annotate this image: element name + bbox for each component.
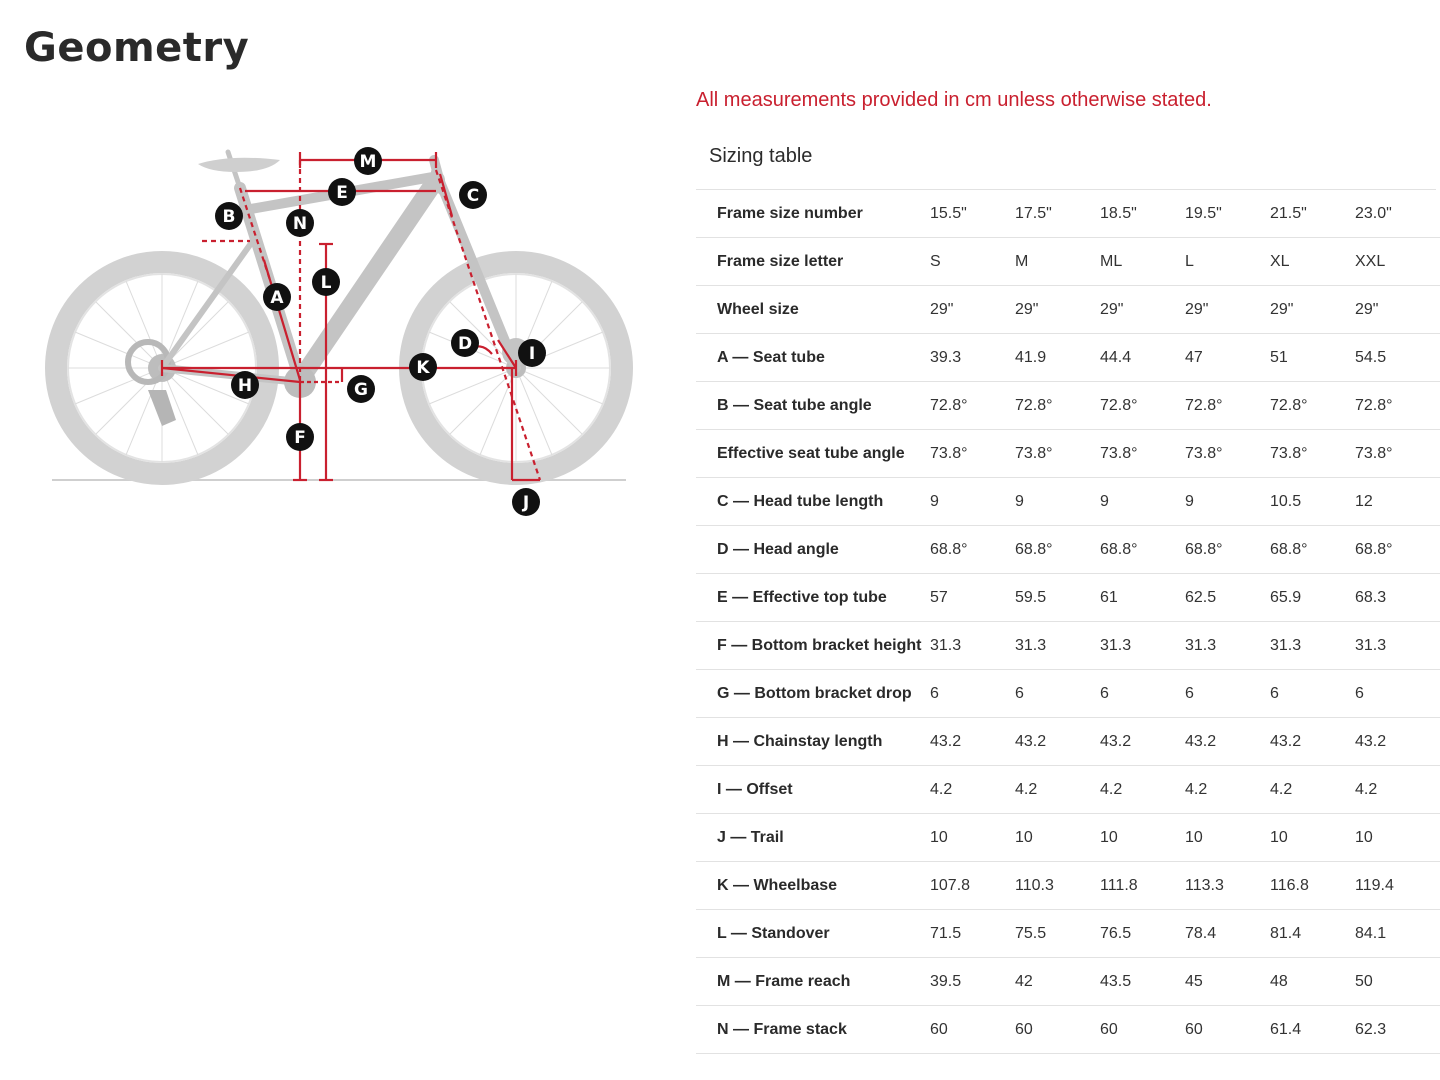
row-label: A — Seat tube bbox=[696, 334, 930, 382]
table-row bbox=[696, 430, 1440, 478]
badge-j bbox=[512, 488, 540, 516]
table-row bbox=[696, 1006, 1440, 1054]
row-value: 111.8 bbox=[1100, 862, 1185, 910]
badge-n bbox=[286, 209, 314, 237]
badge-f bbox=[286, 423, 314, 451]
row-value: 65.9 bbox=[1270, 574, 1355, 622]
row-value: 43.2 bbox=[1270, 718, 1355, 766]
row-value: 29" bbox=[930, 286, 1015, 334]
row-value: 29" bbox=[1270, 286, 1355, 334]
row-value: 72.8° bbox=[930, 382, 1015, 430]
badge-l-text: L bbox=[320, 273, 332, 293]
row-label: Wheel size bbox=[696, 286, 930, 334]
row-value: 43.2 bbox=[930, 718, 1015, 766]
row-value: 43.2 bbox=[1100, 718, 1185, 766]
row-label: Frame size number bbox=[696, 190, 930, 238]
row-value: 6 bbox=[1015, 670, 1100, 718]
row-value: 19.5" bbox=[1185, 190, 1270, 238]
row-value: 72.8° bbox=[1015, 382, 1100, 430]
row-value: 15.5" bbox=[930, 190, 1015, 238]
row-value: 4.2 bbox=[1270, 766, 1355, 814]
row-value: 72.8° bbox=[1270, 382, 1355, 430]
table-row bbox=[696, 238, 1440, 286]
row-value: 45 bbox=[1185, 958, 1270, 1006]
row-value: 43.2 bbox=[1355, 718, 1440, 766]
row-label: Frame size letter bbox=[696, 238, 930, 286]
table-row bbox=[696, 574, 1440, 622]
table-row bbox=[696, 190, 1440, 238]
row-value: 110.3 bbox=[1015, 862, 1100, 910]
badge-m-text: M bbox=[359, 152, 377, 172]
row-value: 31.3 bbox=[930, 622, 1015, 670]
row-value: 43.2 bbox=[1015, 718, 1100, 766]
table-row bbox=[696, 382, 1440, 430]
row-value: 9 bbox=[930, 478, 1015, 526]
row-label: H — Chainstay length bbox=[696, 718, 930, 766]
row-label: Effective seat tube angle bbox=[696, 430, 930, 478]
row-value: 57 bbox=[930, 574, 1015, 622]
row-value: 9 bbox=[1185, 478, 1270, 526]
row-value: 10 bbox=[930, 814, 1015, 862]
row-value: 54.5 bbox=[1355, 334, 1440, 382]
sizing-table-section bbox=[696, 136, 1436, 1054]
row-value: 4.2 bbox=[1100, 766, 1185, 814]
table-row bbox=[696, 862, 1440, 910]
row-value: 113.3 bbox=[1185, 862, 1270, 910]
row-value: 31.3 bbox=[1185, 622, 1270, 670]
table-row bbox=[696, 718, 1440, 766]
row-value: 10 bbox=[1185, 814, 1270, 862]
row-label: L — Standover bbox=[696, 910, 930, 958]
badge-i bbox=[518, 339, 546, 367]
badge-h-text: H bbox=[237, 376, 253, 396]
row-value: 60 bbox=[1100, 1006, 1185, 1054]
badge-m bbox=[354, 147, 382, 175]
row-label: F — Bottom bracket height bbox=[696, 622, 930, 670]
row-value: ML bbox=[1100, 238, 1185, 286]
badge-f-text: F bbox=[294, 428, 306, 448]
row-value: 116.8 bbox=[1270, 862, 1355, 910]
bike-geometry-diagram bbox=[40, 140, 640, 520]
row-value: 78.4 bbox=[1185, 910, 1270, 958]
row-value: 29" bbox=[1185, 286, 1270, 334]
row-value: 60 bbox=[930, 1006, 1015, 1054]
row-value: 72.8° bbox=[1355, 382, 1440, 430]
measurement-units-note: All measurements provided in cm unless otherwise stated. bbox=[696, 89, 1212, 111]
row-value: 17.5" bbox=[1015, 190, 1100, 238]
badge-i-text: I bbox=[528, 344, 536, 364]
row-value: S bbox=[930, 238, 1015, 286]
row-value: 41.9 bbox=[1015, 334, 1100, 382]
row-value: 81.4 bbox=[1270, 910, 1355, 958]
row-value: 12 bbox=[1355, 478, 1440, 526]
row-value: 76.5 bbox=[1100, 910, 1185, 958]
saddle bbox=[198, 158, 280, 172]
page-title: Geometry bbox=[24, 25, 250, 71]
badge-c bbox=[459, 181, 487, 209]
row-label: J — Trail bbox=[696, 814, 930, 862]
row-value: 60 bbox=[1015, 1006, 1100, 1054]
row-value: 4.2 bbox=[1185, 766, 1270, 814]
sizing-table-caption: Sizing table bbox=[696, 136, 1436, 190]
badge-b-text: B bbox=[222, 207, 236, 227]
row-value: 10.5 bbox=[1270, 478, 1355, 526]
row-value: 50 bbox=[1355, 958, 1440, 1006]
rear-derailleur bbox=[148, 390, 176, 426]
row-label: D — Head angle bbox=[696, 526, 930, 574]
badge-e-text: E bbox=[336, 183, 348, 203]
badge-j-text: J bbox=[522, 493, 530, 513]
row-value: 51 bbox=[1270, 334, 1355, 382]
badge-a-text: A bbox=[270, 288, 284, 308]
table-row bbox=[696, 766, 1440, 814]
row-label: N — Frame stack bbox=[696, 1006, 930, 1054]
row-value: 60 bbox=[1185, 1006, 1270, 1054]
row-value: 73.8° bbox=[1270, 430, 1355, 478]
badge-a bbox=[263, 283, 291, 311]
badge-h bbox=[231, 371, 259, 399]
row-value: 23.0" bbox=[1355, 190, 1440, 238]
badge-l bbox=[312, 268, 340, 296]
badge-g-text: G bbox=[354, 380, 368, 400]
row-label: G — Bottom bracket drop bbox=[696, 670, 930, 718]
row-value: 59.5 bbox=[1015, 574, 1100, 622]
row-value: 39.3 bbox=[930, 334, 1015, 382]
row-value: L bbox=[1185, 238, 1270, 286]
table-row bbox=[696, 814, 1440, 862]
row-value: 61 bbox=[1100, 574, 1185, 622]
table-row bbox=[696, 286, 1440, 334]
row-value: 4.2 bbox=[1355, 766, 1440, 814]
row-value: XL bbox=[1270, 238, 1355, 286]
row-value: 62.3 bbox=[1355, 1006, 1440, 1054]
row-value: 4.2 bbox=[1015, 766, 1100, 814]
badge-k bbox=[409, 353, 437, 381]
badge-b bbox=[215, 202, 243, 230]
row-value: 29" bbox=[1015, 286, 1100, 334]
row-label: C — Head tube length bbox=[696, 478, 930, 526]
row-value: 39.5 bbox=[930, 958, 1015, 1006]
row-value: 75.5 bbox=[1015, 910, 1100, 958]
row-value: 68.8° bbox=[1100, 526, 1185, 574]
row-value: 47 bbox=[1185, 334, 1270, 382]
row-value: 73.8° bbox=[1355, 430, 1440, 478]
row-value: 10 bbox=[1270, 814, 1355, 862]
row-value: 43.2 bbox=[1185, 718, 1270, 766]
row-value: 21.5" bbox=[1270, 190, 1355, 238]
row-value: 107.8 bbox=[930, 862, 1015, 910]
row-value: 43.5 bbox=[1100, 958, 1185, 1006]
table-row bbox=[696, 478, 1440, 526]
badge-g bbox=[347, 375, 375, 403]
row-value: 68.8° bbox=[930, 526, 1015, 574]
sizing-table bbox=[696, 190, 1440, 1054]
row-value: 119.4 bbox=[1355, 862, 1440, 910]
row-value: 10 bbox=[1015, 814, 1100, 862]
row-value: 68.8° bbox=[1015, 526, 1100, 574]
row-value: 42 bbox=[1015, 958, 1100, 1006]
row-value: 73.8° bbox=[1015, 430, 1100, 478]
row-value: 72.8° bbox=[1100, 382, 1185, 430]
row-value: 68.3 bbox=[1355, 574, 1440, 622]
row-value: 10 bbox=[1355, 814, 1440, 862]
badge-d-text: D bbox=[457, 334, 473, 354]
badge-k-text: K bbox=[416, 358, 430, 378]
badge-n-text: N bbox=[292, 214, 308, 234]
table-row bbox=[696, 622, 1440, 670]
row-value: 18.5" bbox=[1100, 190, 1185, 238]
table-row bbox=[696, 526, 1440, 574]
row-label: B — Seat tube angle bbox=[696, 382, 930, 430]
row-value: 4.2 bbox=[930, 766, 1015, 814]
table-row bbox=[696, 334, 1440, 382]
row-value: 6 bbox=[1270, 670, 1355, 718]
row-value: 73.8° bbox=[1185, 430, 1270, 478]
row-value: 6 bbox=[1355, 670, 1440, 718]
row-value: XXL bbox=[1355, 238, 1440, 286]
row-value: 48 bbox=[1270, 958, 1355, 1006]
sizing-table-body bbox=[696, 190, 1440, 1054]
row-value: 72.8° bbox=[1185, 382, 1270, 430]
badge-d bbox=[451, 329, 479, 357]
badge-c-text: C bbox=[466, 186, 480, 206]
row-value: 6 bbox=[1100, 670, 1185, 718]
row-value: M bbox=[1015, 238, 1100, 286]
row-value: 68.8° bbox=[1270, 526, 1355, 574]
row-value: 9 bbox=[1015, 478, 1100, 526]
table-row bbox=[696, 910, 1440, 958]
row-value: 29" bbox=[1100, 286, 1185, 334]
row-value: 6 bbox=[1185, 670, 1270, 718]
badge-e bbox=[328, 178, 356, 206]
row-label: E — Effective top tube bbox=[696, 574, 930, 622]
row-value: 68.8° bbox=[1355, 526, 1440, 574]
bike-geometry-svg bbox=[40, 140, 640, 520]
row-value: 62.5 bbox=[1185, 574, 1270, 622]
row-value: 68.8° bbox=[1185, 526, 1270, 574]
row-label: K — Wheelbase bbox=[696, 862, 930, 910]
row-value: 61.4 bbox=[1270, 1006, 1355, 1054]
row-value: 31.3 bbox=[1355, 622, 1440, 670]
row-value: 31.3 bbox=[1100, 622, 1185, 670]
row-label: I — Offset bbox=[696, 766, 930, 814]
row-value: 71.5 bbox=[930, 910, 1015, 958]
table-row bbox=[696, 958, 1440, 1006]
row-value: 73.8° bbox=[930, 430, 1015, 478]
row-value: 10 bbox=[1100, 814, 1185, 862]
row-value: 9 bbox=[1100, 478, 1185, 526]
row-value: 44.4 bbox=[1100, 334, 1185, 382]
row-value: 31.3 bbox=[1270, 622, 1355, 670]
row-value: 29" bbox=[1355, 286, 1440, 334]
row-value: 84.1 bbox=[1355, 910, 1440, 958]
table-row bbox=[696, 670, 1440, 718]
row-label: M — Frame reach bbox=[696, 958, 930, 1006]
row-value: 6 bbox=[930, 670, 1015, 718]
row-value: 73.8° bbox=[1100, 430, 1185, 478]
row-value: 31.3 bbox=[1015, 622, 1100, 670]
